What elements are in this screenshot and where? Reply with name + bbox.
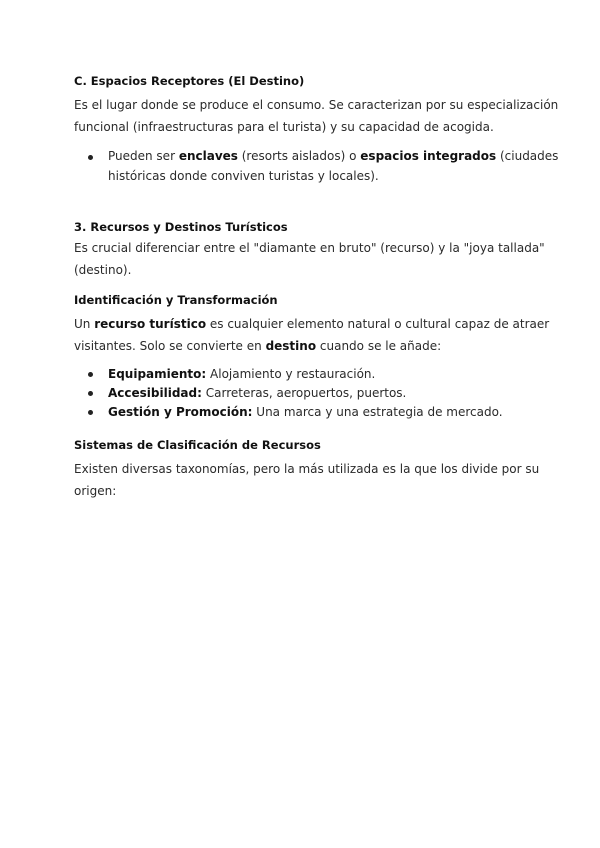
bullet-text: [108, 146, 559, 186]
section-3-heading: 3. Recursos y Destinos Turísticos: [74, 220, 288, 234]
identificacion-heading: Identificación y Transformación: [74, 293, 278, 307]
paragraph-text-part: Un: [74, 317, 95, 331]
bold-term-accesibilidad: Accesibilidad:: [108, 386, 202, 400]
bullet-text-line-2: históricas donde conviven turistas y locales).: [108, 169, 379, 183]
identificacion-paragraph: [74, 313, 550, 357]
bullet-text-part: (ciudades: [496, 149, 559, 163]
paragraph-text-part: cuando se le añade:: [316, 339, 442, 353]
bullet-text-part: Carreteras, aeropuertos, puertos.: [201, 386, 407, 400]
bold-term-recurso-turistico: recurso turístico: [94, 317, 207, 331]
section-c-paragraph-line-2: funcional (infraestructuras para el turista) y su capacidad de acogida.: [74, 120, 494, 134]
bullet-text: [108, 402, 548, 422]
sistemas-paragraph: [74, 458, 540, 502]
bullet-text-part: Alojamiento y restauración.: [206, 367, 376, 381]
bullet-text: [108, 364, 548, 384]
sistemas-paragraph-line-1: Existen diversas taxonomías, pero la más utilizada es la que los divide por su: [74, 462, 540, 476]
bullet-text-part: Pueden ser: [108, 149, 179, 163]
bullet-text-part: Una marca y una estrategia de mercado.: [252, 405, 503, 419]
sistemas-paragraph-line-2: origen:: [74, 484, 117, 498]
bold-term-gestion-promocion: Gestión y Promoción:: [108, 405, 253, 419]
paragraph-text-part: es cualquier elemento natural o cultural capaz de atraer: [206, 317, 550, 331]
bullet-dot: [88, 155, 93, 160]
section-3-paragraph-line-1: Es crucial diferenciar entre el "diamante en bruto" (recurso) y la "joya tallada": [74, 241, 545, 255]
bold-term-destino: destino: [265, 339, 317, 353]
bullet-text: [108, 383, 548, 403]
sistemas-heading: Sistemas de Clasificación de Recursos: [74, 438, 321, 452]
bold-term-equipamiento: Equipamiento:: [108, 367, 207, 381]
bullet-dot: [88, 372, 93, 377]
paragraph-text-part: visitantes. Solo se convierte en: [74, 339, 266, 353]
bold-term-enclaves: enclaves: [178, 149, 238, 163]
bullet-dot: [88, 391, 93, 396]
section-c-paragraph: [74, 94, 559, 138]
section-3-paragraph-line-2: (destino).: [74, 263, 132, 277]
bullet-dot: [88, 410, 93, 415]
bullet-text-part: (resorts aislados) o: [237, 149, 361, 163]
section-c-paragraph-line-1: Es el lugar donde se produce el consumo. Se caracterizan por su especialización: [74, 98, 559, 112]
section-3-paragraph: [74, 237, 545, 281]
bold-term-espacios-integrados: espacios integrados: [360, 149, 497, 163]
section-c-heading: C. Espacios Receptores (El Destino): [74, 74, 305, 88]
